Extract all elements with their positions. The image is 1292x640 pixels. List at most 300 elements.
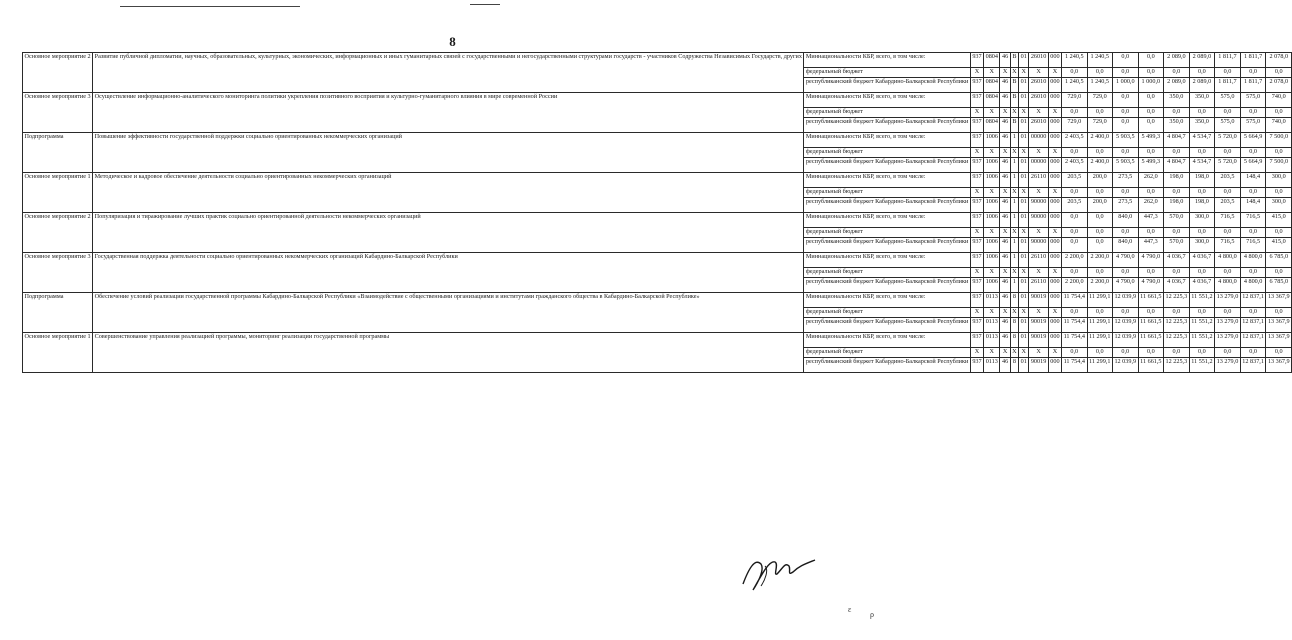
value-cell: 13 367,9 (1266, 333, 1292, 348)
value-cell: 0,0 (1138, 53, 1163, 68)
value-cell: 0,0 (1112, 68, 1138, 78)
value-cell: 01 (1019, 318, 1029, 333)
value-cell: 0,0 (1215, 308, 1241, 318)
value-cell: 1 (1010, 238, 1018, 253)
row-type-cell: Основное мероприятие 2 (23, 53, 93, 93)
value-cell: X (984, 348, 1000, 358)
value-cell: X (1010, 228, 1018, 238)
value-cell: 13 279,0 (1215, 333, 1241, 348)
value-cell: 11 754,4 (1062, 333, 1087, 348)
value-cell: 0,0 (1164, 308, 1190, 318)
value-cell: 0,0 (1215, 148, 1241, 158)
value-cell: 0,0 (1138, 93, 1163, 108)
value-cell: X (1029, 308, 1048, 318)
value-cell: 840,0 (1112, 238, 1138, 253)
value-cell: 273,5 (1112, 173, 1138, 188)
signature (735, 540, 825, 600)
value-cell: 000 (1048, 333, 1061, 348)
value-cell: X (1019, 188, 1029, 198)
value-cell: 46 (1000, 278, 1010, 293)
value-cell: 0,0 (1138, 348, 1163, 358)
table-row (23, 53, 1292, 68)
value-cell: 0,0 (1164, 188, 1190, 198)
value-cell: 4 036,7 (1164, 278, 1190, 293)
value-cell: 000 (1048, 358, 1061, 373)
value-cell: 1 240,5 (1087, 53, 1112, 68)
value-cell: 4 800,0 (1240, 253, 1266, 268)
value-cell: 937 (970, 158, 983, 173)
value-cell: 11 551,2 (1189, 293, 1214, 308)
value-cell: 000 (1048, 78, 1061, 93)
value-cell: 000 (1048, 238, 1061, 253)
value-cell: 0,0 (1189, 68, 1214, 78)
value-cell: 0113 (984, 333, 1000, 348)
value-cell: 0,0 (1266, 68, 1292, 78)
value-cell: 46 (1000, 333, 1010, 348)
value-cell: 1 811,7 (1215, 78, 1241, 93)
value-cell: 0,0 (1266, 148, 1292, 158)
value-cell: 000 (1048, 118, 1061, 133)
value-cell: 0,0 (1138, 108, 1163, 118)
value-cell: 575,0 (1215, 118, 1241, 133)
value-cell: 0,0 (1138, 118, 1163, 133)
row-name-cell: Совершенствование управления реализацией программы, мониторинг реализации государственной программы (93, 333, 804, 373)
value-cell: X (1019, 268, 1029, 278)
value-cell: 5 720,0 (1215, 158, 1241, 173)
value-cell: 4 800,0 (1240, 278, 1266, 293)
value-cell: 0,0 (1087, 108, 1112, 118)
value-cell: X (1000, 308, 1010, 318)
value-cell: 1 (1010, 253, 1018, 268)
value-cell: 4 036,7 (1189, 278, 1214, 293)
value-cell: 273,5 (1112, 198, 1138, 213)
value-cell: 0,0 (1240, 108, 1266, 118)
value-cell: X (1000, 108, 1010, 118)
value-cell: 0,0 (1266, 308, 1292, 318)
responsible-cell: республиканский бюджет Кабардино-Балкарской Республики (804, 78, 970, 93)
value-cell: 5 720,0 (1215, 133, 1241, 148)
responsible-cell: федеральный бюджет (804, 268, 970, 278)
value-cell: 0804 (984, 78, 1000, 93)
value-cell: 11 299,1 (1087, 333, 1112, 348)
value-cell: 2 400,0 (1087, 133, 1112, 148)
value-cell: 4 534,7 (1189, 158, 1214, 173)
value-cell: 415,0 (1266, 238, 1292, 253)
value-cell: 1006 (984, 253, 1000, 268)
value-cell: 0,0 (1240, 348, 1266, 358)
value-cell: 01 (1019, 333, 1029, 348)
value-cell: X (1019, 228, 1029, 238)
value-cell: X (1010, 348, 1018, 358)
value-cell: 11 299,1 (1087, 293, 1112, 308)
corner-mark: ε (848, 605, 852, 614)
row-name-cell: Обеспечение условий реализации государственной программы Кабардино-Балкарской Республики «Взаимодействие с общественными организациями и институтами гражданского общества в Кабардино-Балкарской Республике» (93, 293, 804, 333)
value-cell: 0,0 (1189, 148, 1214, 158)
value-cell: 12 039,9 (1112, 358, 1138, 373)
value-cell: X (1019, 108, 1029, 118)
row-type-cell: Подпрограмма (23, 293, 93, 333)
value-cell: 46 (1000, 53, 1010, 68)
responsible-cell: республиканский бюджет Кабардино-Балкарской Республики (804, 238, 970, 253)
value-cell: X (1019, 68, 1029, 78)
responsible-cell: федеральный бюджет (804, 108, 970, 118)
value-cell: 575,0 (1215, 93, 1241, 108)
value-cell: 937 (970, 293, 983, 308)
value-cell: 0,0 (1138, 308, 1163, 318)
value-cell: 840,0 (1112, 213, 1138, 228)
value-cell: 4 800,0 (1215, 253, 1241, 268)
value-cell: 0,0 (1087, 268, 1112, 278)
value-cell: 000 (1048, 278, 1061, 293)
value-cell: 350,0 (1164, 118, 1190, 133)
responsible-cell: Миннациональности КБР, всего, в том числе: (804, 293, 970, 308)
value-cell: 46 (1000, 158, 1010, 173)
value-cell: 8 (1010, 293, 1018, 308)
table-row (23, 93, 1292, 108)
value-cell: 0804 (984, 118, 1000, 133)
top-edge-mark-right (470, 4, 500, 5)
value-cell: 0,0 (1138, 68, 1163, 78)
value-cell: 11 661,5 (1138, 358, 1163, 373)
value-cell: 937 (970, 318, 983, 333)
value-cell: 0,0 (1266, 228, 1292, 238)
value-cell: 0,0 (1189, 108, 1214, 118)
value-cell: 2 200,0 (1062, 278, 1087, 293)
value-cell: 26010 (1029, 93, 1048, 108)
value-cell: 203,5 (1062, 173, 1087, 188)
value-cell: 11 551,2 (1189, 333, 1214, 348)
value-cell: 0,0 (1164, 108, 1190, 118)
value-cell: X (984, 108, 1000, 118)
value-cell: 0,0 (1062, 213, 1087, 228)
value-cell: X (1000, 148, 1010, 158)
value-cell: 46 (1000, 238, 1010, 253)
value-cell: 0,0 (1266, 268, 1292, 278)
page-number: 8 (449, 34, 456, 49)
value-cell: 0,0 (1189, 348, 1214, 358)
value-cell: X (1010, 308, 1018, 318)
value-cell: 01 (1019, 78, 1029, 93)
value-cell: X (1029, 108, 1048, 118)
value-cell: 46 (1000, 358, 1010, 373)
value-cell: 937 (970, 213, 983, 228)
value-cell: В (1010, 118, 1018, 133)
value-cell: 716,5 (1215, 213, 1241, 228)
value-cell: 46 (1000, 293, 1010, 308)
value-cell: 11 661,5 (1138, 318, 1163, 333)
value-cell: 0,0 (1240, 268, 1266, 278)
value-cell: 1006 (984, 173, 1000, 188)
top-edge-mark (120, 6, 300, 7)
value-cell: 000 (1048, 158, 1061, 173)
value-cell: 0,0 (1112, 228, 1138, 238)
value-cell: 90000 (1029, 198, 1048, 213)
value-cell: 000 (1048, 133, 1061, 148)
value-cell: 2 200,0 (1087, 253, 1112, 268)
value-cell: 12 837,1 (1240, 293, 1266, 308)
value-cell: 937 (970, 118, 983, 133)
value-cell: 148,4 (1240, 173, 1266, 188)
value-cell: 0,0 (1062, 228, 1087, 238)
value-cell: 46 (1000, 93, 1010, 108)
value-cell: 7 500,0 (1266, 158, 1292, 173)
value-cell: X (1029, 148, 1048, 158)
value-cell: 937 (970, 278, 983, 293)
value-cell: 90000 (1029, 213, 1048, 228)
value-cell: 262,0 (1138, 173, 1163, 188)
value-cell: 6 785,0 (1266, 253, 1292, 268)
value-cell: 1006 (984, 198, 1000, 213)
value-cell: 740,0 (1266, 118, 1292, 133)
value-cell: X (1010, 68, 1018, 78)
value-cell: 575,0 (1240, 93, 1266, 108)
value-cell: 90019 (1029, 318, 1048, 333)
value-cell: 740,0 (1266, 93, 1292, 108)
value-cell: 0,0 (1138, 268, 1163, 278)
row-type-cell: Основное мероприятие 2 (23, 213, 93, 253)
value-cell: 0113 (984, 358, 1000, 373)
value-cell: 2 089,0 (1164, 53, 1190, 68)
value-cell: 000 (1048, 213, 1061, 228)
value-cell: В (1010, 93, 1018, 108)
value-cell: 000 (1048, 293, 1061, 308)
value-cell: 200,0 (1087, 173, 1112, 188)
value-cell: 13 367,9 (1266, 358, 1292, 373)
value-cell: 937 (970, 133, 983, 148)
value-cell: 0113 (984, 318, 1000, 333)
value-cell: 12 837,1 (1240, 318, 1266, 333)
row-name-cell: Осуществление информационно-аналитического мониторинга политики укрепления позитивного восприятия и культурно-гуманитарного влияния в мире современной России (93, 93, 804, 133)
value-cell: 000 (1048, 93, 1061, 108)
value-cell: 26010 (1029, 53, 1048, 68)
value-cell: 7 500,0 (1266, 133, 1292, 148)
value-cell: 1 000,0 (1112, 78, 1138, 93)
value-cell: 0,0 (1240, 188, 1266, 198)
value-cell: 0,0 (1164, 228, 1190, 238)
value-cell: 716,5 (1240, 213, 1266, 228)
value-cell: 0,0 (1087, 213, 1112, 228)
value-cell: 262,0 (1138, 198, 1163, 213)
responsible-cell: федеральный бюджет (804, 228, 970, 238)
value-cell: X (984, 228, 1000, 238)
value-cell: X (984, 148, 1000, 158)
row-type-cell: Основное мероприятие 1 (23, 173, 93, 213)
responsible-cell: Миннациональности КБР, всего, в том числе: (804, 333, 970, 348)
value-cell: 00000 (1029, 133, 1048, 148)
value-cell: 01 (1019, 133, 1029, 148)
value-cell: 0,0 (1215, 68, 1241, 78)
value-cell: 0,0 (1112, 268, 1138, 278)
value-cell: X (1029, 268, 1048, 278)
value-cell: 000 (1048, 198, 1061, 213)
value-cell: 12 039,9 (1112, 293, 1138, 308)
value-cell: 90019 (1029, 358, 1048, 373)
value-cell: В (1010, 78, 1018, 93)
value-cell: 198,0 (1164, 198, 1190, 213)
value-cell: X (1029, 188, 1048, 198)
value-cell: X (1000, 68, 1010, 78)
value-cell: 937 (970, 253, 983, 268)
value-cell: 01 (1019, 253, 1029, 268)
value-cell: 12 039,9 (1112, 318, 1138, 333)
value-cell: 26010 (1029, 78, 1048, 93)
responsible-cell: федеральный бюджет (804, 308, 970, 318)
value-cell: 8 (1010, 318, 1018, 333)
value-cell: 2 200,0 (1062, 253, 1087, 268)
value-cell: X (1000, 188, 1010, 198)
value-cell: 0,0 (1112, 108, 1138, 118)
value-cell: 0,0 (1062, 148, 1087, 158)
value-cell: 937 (970, 173, 983, 188)
value-cell: X (970, 148, 983, 158)
value-cell: 11 551,2 (1189, 318, 1214, 333)
value-cell: 26110 (1029, 173, 1048, 188)
value-cell: 1 811,7 (1215, 53, 1241, 68)
value-cell: 4 036,7 (1164, 253, 1190, 268)
value-cell: 12 225,3 (1164, 358, 1190, 373)
responsible-cell: федеральный бюджет (804, 68, 970, 78)
value-cell: 0,0 (1189, 188, 1214, 198)
value-cell: X (1029, 68, 1048, 78)
value-cell: 0804 (984, 53, 1000, 68)
value-cell: 0,0 (1087, 68, 1112, 78)
value-cell: 937 (970, 333, 983, 348)
value-cell: 937 (970, 358, 983, 373)
value-cell: 01 (1019, 293, 1029, 308)
value-cell: 01 (1019, 173, 1029, 188)
responsible-cell: Миннациональности КБР, всего, в том числе: (804, 173, 970, 188)
value-cell: 0,0 (1062, 108, 1087, 118)
value-cell: X (984, 68, 1000, 78)
value-cell: 0,0 (1266, 108, 1292, 118)
value-cell: X (1048, 148, 1061, 158)
value-cell: X (970, 68, 983, 78)
value-cell: 01 (1019, 358, 1029, 373)
value-cell: 0,0 (1215, 108, 1241, 118)
value-cell: 1 000,0 (1138, 78, 1163, 93)
value-cell: 300,0 (1266, 198, 1292, 213)
value-cell: X (984, 188, 1000, 198)
value-cell: 0,0 (1138, 188, 1163, 198)
value-cell: 447,3 (1138, 213, 1163, 228)
value-cell: 0,0 (1112, 308, 1138, 318)
responsible-cell: Миннациональности КБР, всего, в том числе: (804, 53, 970, 68)
value-cell: 300,0 (1266, 173, 1292, 188)
value-cell: 0,0 (1189, 268, 1214, 278)
value-cell: 2 078,0 (1266, 78, 1292, 93)
value-cell: 90019 (1029, 293, 1048, 308)
value-cell: 01 (1019, 53, 1029, 68)
value-cell: X (1048, 188, 1061, 198)
value-cell: 0,0 (1112, 348, 1138, 358)
value-cell: 0,0 (1215, 228, 1241, 238)
value-cell: X (1048, 108, 1061, 118)
budget-table (22, 52, 1292, 373)
value-cell: X (1000, 228, 1010, 238)
value-cell: 198,0 (1164, 173, 1190, 188)
value-cell: 4 790,0 (1138, 253, 1163, 268)
value-cell: 1 811,7 (1240, 78, 1266, 93)
value-cell: 26110 (1029, 253, 1048, 268)
value-cell: 716,5 (1215, 238, 1241, 253)
value-cell: X (1048, 228, 1061, 238)
value-cell: 6 785,0 (1266, 278, 1292, 293)
value-cell: 937 (970, 238, 983, 253)
value-cell: 1 240,5 (1087, 78, 1112, 93)
value-cell: 0,0 (1215, 188, 1241, 198)
responsible-cell: Миннациональности КБР, всего, в том числе: (804, 93, 970, 108)
value-cell: 000 (1048, 253, 1061, 268)
value-cell: 0,0 (1164, 268, 1190, 278)
value-cell: 2 400,0 (1087, 158, 1112, 173)
value-cell: 0,0 (1087, 348, 1112, 358)
value-cell: X (984, 308, 1000, 318)
value-cell: 8 (1010, 333, 1018, 348)
value-cell: 0,0 (1087, 228, 1112, 238)
value-cell: 01 (1019, 93, 1029, 108)
value-cell: 0,0 (1266, 188, 1292, 198)
value-cell: 1006 (984, 213, 1000, 228)
row-type-cell: Подпрограмма (23, 133, 93, 173)
value-cell: 01 (1019, 158, 1029, 173)
value-cell: 148,4 (1240, 198, 1266, 213)
value-cell: 0,0 (1112, 53, 1138, 68)
value-cell: 0,0 (1138, 148, 1163, 158)
table-row (23, 173, 1292, 188)
value-cell: 4 036,7 (1189, 253, 1214, 268)
value-cell: X (1048, 348, 1061, 358)
value-cell: 11 299,1 (1087, 318, 1112, 333)
value-cell: 1006 (984, 158, 1000, 173)
value-cell: 01 (1019, 278, 1029, 293)
value-cell: X (1010, 268, 1018, 278)
value-cell: 1 (1010, 213, 1018, 228)
value-cell: 12 837,1 (1240, 358, 1266, 373)
row-type-cell: Основное мероприятие 3 (23, 93, 93, 133)
row-name-cell: Государственная поддержка деятельности социально ориентированных некоммерческих организаций Кабардино-Балкарской Республики (93, 253, 804, 293)
value-cell: X (970, 228, 983, 238)
value-cell: 5 664,9 (1240, 133, 1266, 148)
value-cell: X (1048, 68, 1061, 78)
value-cell: 350,0 (1164, 93, 1190, 108)
value-cell: 11 754,4 (1062, 293, 1087, 308)
value-cell: 01 (1019, 213, 1029, 228)
value-cell: 0,0 (1164, 148, 1190, 158)
value-cell: X (1048, 268, 1061, 278)
value-cell: X (970, 268, 983, 278)
value-cell: 4 534,7 (1189, 133, 1214, 148)
value-cell: 729,0 (1087, 118, 1112, 133)
value-cell: 447,3 (1138, 238, 1163, 253)
value-cell: 300,0 (1189, 238, 1214, 253)
value-cell: 0,0 (1112, 188, 1138, 198)
value-cell: X (1019, 308, 1029, 318)
row-type-cell: Основное мероприятие 3 (23, 253, 93, 293)
responsible-cell: Миннациональности КБР, всего, в том числе: (804, 213, 970, 228)
value-cell: 0,0 (1240, 308, 1266, 318)
value-cell: В (1010, 53, 1018, 68)
value-cell: X (1048, 308, 1061, 318)
value-cell: 11 551,2 (1189, 358, 1214, 373)
row-name-cell: Развитие публичной дипломатии, научных, образовательных, культурных, экономических, информационных и иных гуманитарных связей с государственными и негосударственными структурами государств - участников Содружества Независимых Государств, других (93, 53, 804, 93)
value-cell: X (984, 268, 1000, 278)
value-cell: 0113 (984, 293, 1000, 308)
value-cell: 937 (970, 78, 983, 93)
value-cell: 2 403,5 (1062, 133, 1087, 148)
value-cell: 937 (970, 198, 983, 213)
value-cell: 1 (1010, 278, 1018, 293)
table-row (23, 333, 1292, 348)
